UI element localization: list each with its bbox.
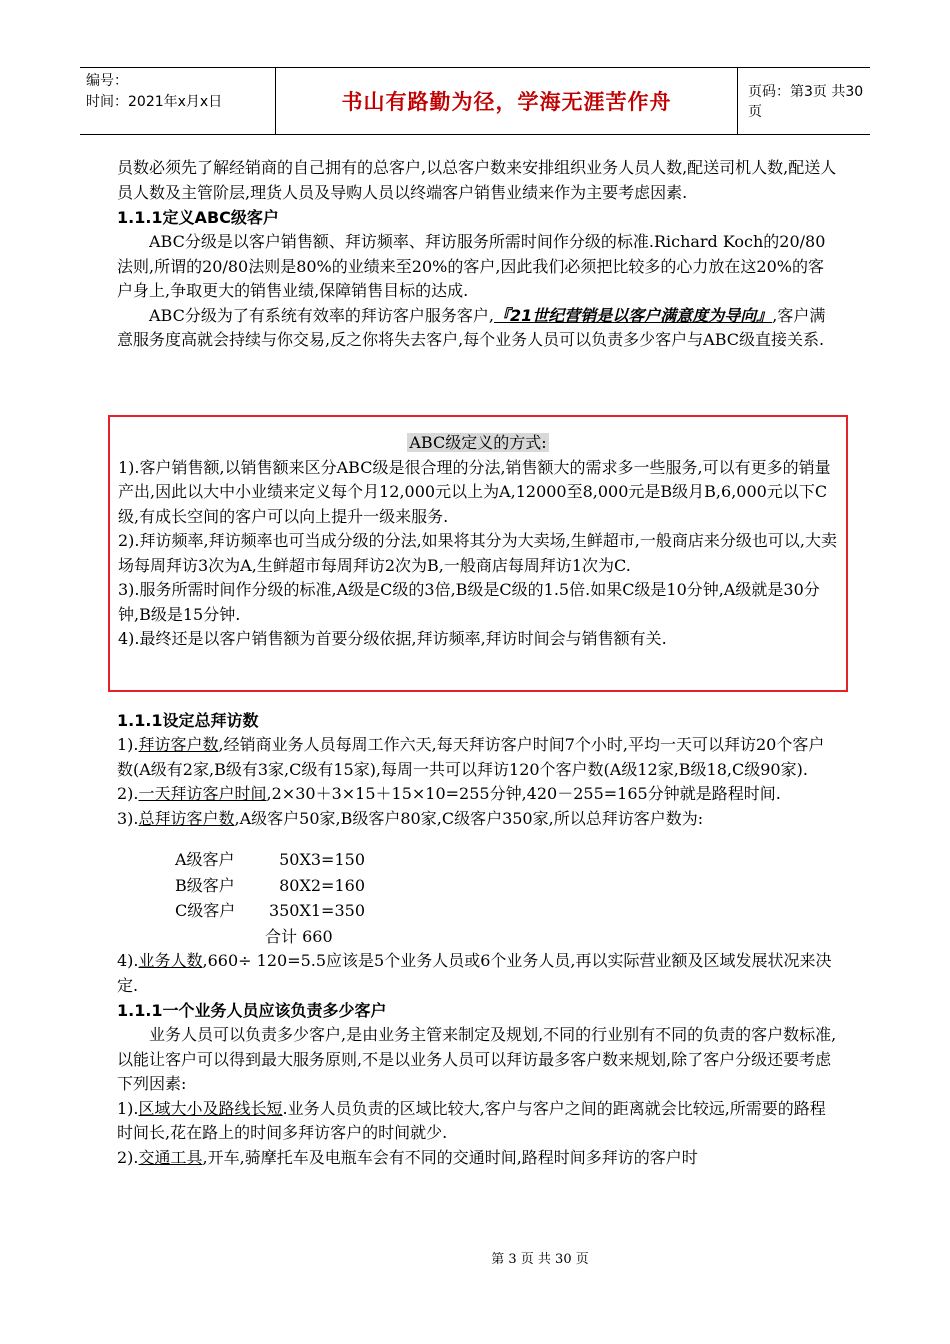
box-item: 1).客户销售额,以销售额来区分ABC级是很合理的分法,销售额大的需求多一些服务,可以有更多的销量产出,因此以大中小业绩来定义每个月12,000元以上为A,12000至8,000元是B级月B,6,000元以下C级,有成长空间的客户可以向上提升一级来服务.	[118, 457, 831, 526]
underlined-term: 区域大小及路线长短	[138, 1098, 283, 1118]
list-item	[117, 782, 837, 807]
calc-value: 50X3=150	[279, 850, 365, 869]
calc-label: C级客户	[175, 901, 236, 920]
item-number: 2).	[117, 1147, 139, 1167]
section-heading: 1.1.1设定总拜访数	[117, 711, 259, 730]
underlined-term: 业务人数	[138, 951, 203, 970]
calc-label: B级客户	[175, 875, 235, 895]
text-run: ,660÷ 120=5.5应该是5个业务人员或6个业务人员,再以实际营业额及区域发展状况来决定.	[117, 951, 832, 995]
list-item	[117, 733, 837, 782]
underlined-term: 交通工具	[138, 1147, 203, 1167]
calc-row	[175, 873, 837, 899]
section-heading: 1.1.1一个业务人员应该负责多少客户	[117, 1001, 387, 1020]
calc-total-row	[175, 924, 837, 950]
header-motto: 书山有路勤为径，学海无涯苦作舟	[276, 68, 738, 134]
item-number: 2).	[117, 784, 139, 803]
calc-row	[175, 847, 837, 873]
list-item	[117, 1097, 837, 1146]
paragraph: 员数必须先了解经销商的自己拥有的总客户,以总客户数来安排组织业务人员人数,配送司机人数,配送人员人数及主管阶层,理货人员及导购人员以终端客户销售业绩来作为主要考虑因素.	[117, 158, 837, 202]
page-header	[80, 67, 870, 135]
box-item: 3).服务所需时间作分级的标准,A级是C级的3倍,B级是C级的1.5倍.如果C级是10分钟,A级就是30分钟,B级是15分钟.	[118, 580, 820, 624]
box-item: 2).拜访频率,拜访频率也可当成分级的分法,如果将其分为大卖场,生鲜超市,一般商店来分级也可以,大卖场每周拜访3次为A,生鲜超市每周拜访2次为B,一般商店每周拜访1次为C.	[118, 531, 837, 575]
box-title	[118, 431, 838, 456]
calc-value: 350X1=350	[268, 901, 365, 920]
item-number: 3).	[117, 808, 139, 828]
section-heading: 1.1.1定义ABC级客户	[117, 208, 279, 227]
page-footer	[0, 1248, 950, 1267]
header-meta	[80, 68, 276, 134]
item-number: 4).	[117, 951, 139, 970]
calc-label: A级客户	[175, 850, 235, 869]
text-run: .业务人员负责的区域比较大,客户与客户之间的距离就会比较远,所需要的路程时间长,花在路上的时间多拜访客户的时间就少.	[117, 1098, 826, 1142]
paragraph: 业务人员可以负责多少客户,是由业务主管来制定及规划,不同的行业别有不同的负责的客户数标准,以能让客户可以得到最大服务原则,不是以业务人员可以拜访最多客户数来规划,除了客户分级还要考虑下列因素:	[117, 1025, 837, 1093]
header-code: 编号：	[86, 73, 128, 89]
list-item	[117, 1146, 837, 1171]
box-item: 4).最终还是以客户销售额为首要分级依据,拜访频率,拜访时间会与销售额有关.	[118, 629, 667, 648]
text-run: ,A级客户50家,B级客户80家,C级客户350家,所以总拜访客户数为:	[234, 808, 704, 828]
list-item	[117, 949, 837, 998]
footer-page-number: 第 3 页 共 30 页	[491, 1252, 589, 1267]
calc-value: 80X2=160	[279, 875, 365, 895]
header-page-number: 页码：第3页 共30页	[748, 84, 864, 120]
text-run: ,开车,骑摩托车及电瓶车会有不同的交通时间,路程时间多拜访的客户时	[202, 1147, 698, 1167]
paragraph: ABC分级是以客户销售额、拜访频率、拜访服务所需时间作分级的标准.Richard Koch的20/80法则,所谓的20/80法则是80%的业绩来至20%的客户,因此我们必须把比较多的心力放在这20%的客户身上,争取更大的销售业绩,保障销售目标的达成.	[117, 232, 826, 300]
item-number: 1).	[117, 735, 139, 754]
underlined-term: 一天拜访客户时间	[138, 784, 267, 803]
item-number: 1).	[117, 1098, 139, 1118]
abc-definition-box	[108, 415, 848, 692]
text-run: ,经销商业务人员每周工作六天,每天拜访客户时间7个小时,平均一天可以拜访20个客户数(A级有2家,B级有3家,C级有15家),每周一共可以拜访120个客户数(A级12家,B级18,C级90家).	[117, 735, 825, 779]
underlined-term: 拜访客户数	[138, 735, 219, 754]
emphasis-text: 『21世纪营销是以客户满意度为导向』	[493, 305, 773, 325]
paragraph	[117, 304, 837, 353]
calculation-block	[175, 847, 837, 949]
calc-total: 合计 660	[265, 926, 333, 946]
text-run: ABC分级为了有系统有效率的拜访客户服务客户,	[149, 305, 494, 325]
body-top	[117, 156, 837, 353]
text-run: ,2×30＋3×15＋15×10=255分钟,420－255=165分钟就是路程时间.	[266, 784, 781, 803]
box-title-text: ABC级定义的方式:	[409, 433, 547, 452]
calc-row	[175, 898, 837, 924]
list-item	[117, 807, 837, 832]
underlined-term: 总拜访客户数	[138, 808, 235, 828]
header-date: 时间：2021年x月x日	[86, 94, 223, 110]
text-run: ,客户满意服务度高就会持续与你交易,反之你将失去客户,每个业务人员可以负责多少客户与ABC级直接关系.	[117, 305, 826, 349]
body-bottom	[117, 708, 837, 1170]
